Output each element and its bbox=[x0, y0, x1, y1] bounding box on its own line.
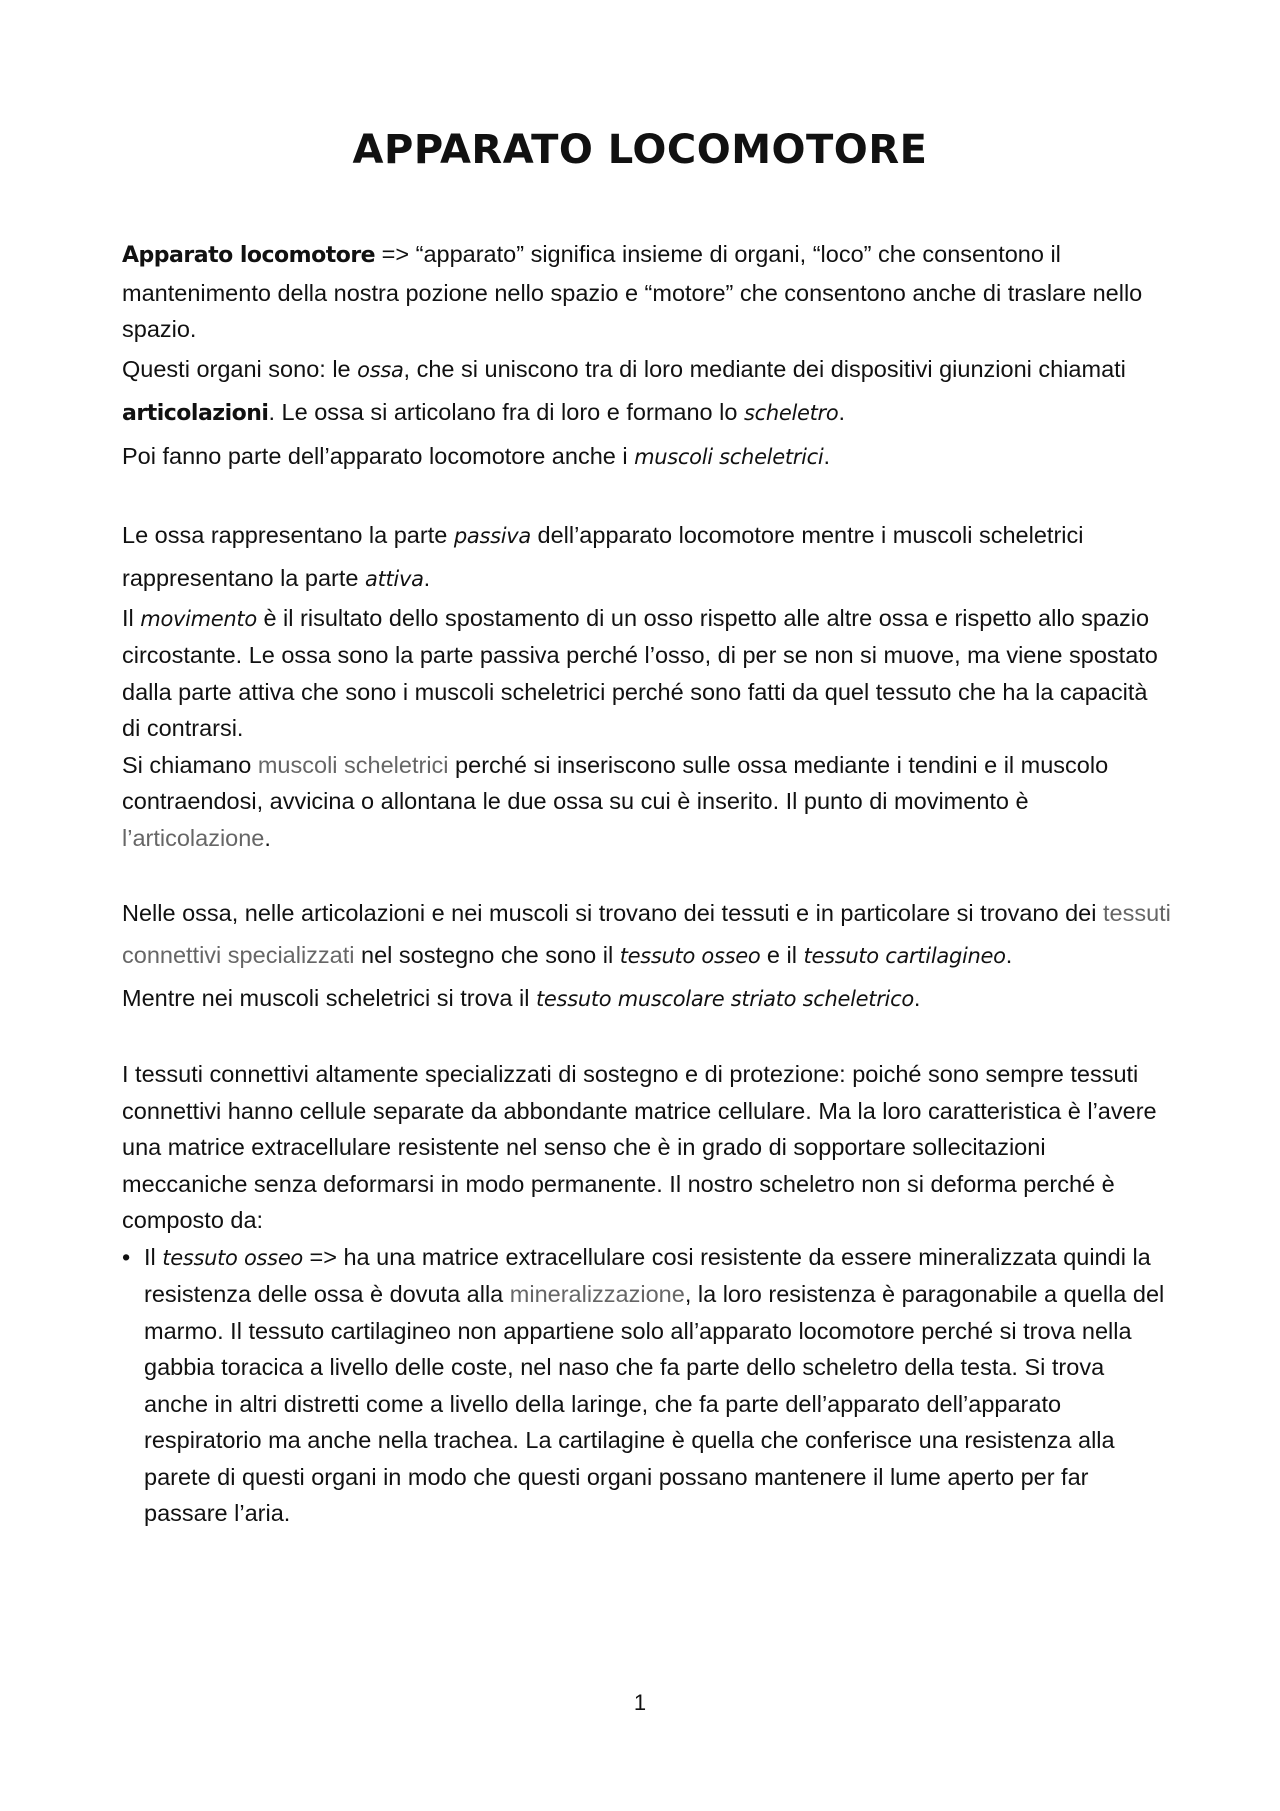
text: è il risultato dello spostamento di un osso rispetto alle altre ossa e rispetto allo spazio circostante. Le ossa sono la parte passiva perché l’osso, di per se non si muove, ma viene spostato dalla parte attiva che sono i muscoli scheletrici perché sono fatti da quel tessuto che ha la capacità di contrarsi. bbox=[122, 604, 1158, 741]
text: . bbox=[823, 442, 830, 469]
text: dell’apparato locomotore mentre i muscoli scheletrici rappresentano la parte bbox=[122, 521, 1084, 591]
text: , che si uniscono tra di loro mediante dei dispositivi giunzioni chiamati bbox=[403, 355, 1126, 382]
paragraph-muscolare bbox=[122, 977, 1172, 1020]
text: nel sostegno che sono il bbox=[354, 942, 620, 968]
text: . bbox=[423, 564, 431, 591]
term-apparato-locomotore: Apparato locomotore bbox=[122, 243, 376, 268]
paragraph-tendini bbox=[122, 747, 1172, 857]
text: Si chiamano bbox=[122, 751, 258, 778]
term-articolazione: l’articolazione bbox=[122, 824, 265, 851]
spacer bbox=[122, 1020, 1172, 1056]
term-muscoli-scheletrici: muscoli scheletrici bbox=[257, 751, 449, 778]
term-passiva: passiva bbox=[453, 523, 531, 548]
paragraph-tessuti bbox=[122, 892, 1172, 977]
term-articolazioni: articolazioni bbox=[122, 400, 269, 426]
text: . bbox=[913, 985, 921, 1011]
term-ossa: ossa bbox=[357, 357, 404, 382]
spacer bbox=[122, 478, 1172, 514]
term-muscoli-scheletrici: muscoli scheletrici bbox=[634, 444, 824, 469]
paragraph-muscoli bbox=[122, 435, 1172, 478]
text: Nelle ossa, nelle articolazioni e nei muscoli si trovano dei tessuti e in particolare si trovano dei bbox=[122, 900, 1103, 926]
paragraph-movimento bbox=[122, 600, 1172, 747]
term-tessuti-connettivi: tessuti connettivi specializzati bbox=[122, 900, 1171, 968]
term-tessuto-osseo: tessuto osseo bbox=[619, 944, 761, 968]
term-tessuto-muscolare: tessuto muscolare striato scheletrico bbox=[536, 987, 914, 1011]
term-mineralizzazione: mineralizzazione bbox=[509, 1281, 685, 1307]
term-attiva: attiva bbox=[365, 566, 424, 591]
term-tessuto-osseo: tessuto osseo bbox=[162, 1245, 303, 1270]
text: => ha una matrice extracellulare cosi resistente da essere mineralizzata quindi la resistenza delle ossa è dovuta alla bbox=[144, 1243, 1151, 1307]
paragraph-organi bbox=[122, 348, 1172, 435]
text: Poi fanno parte dell’apparato locomotore anche i bbox=[122, 442, 635, 469]
list-item bbox=[122, 1239, 1172, 1532]
text: . bbox=[1005, 942, 1013, 968]
paragraph-passiva-attiva bbox=[122, 514, 1172, 600]
text: . Le ossa si articolano fra di loro e formano lo bbox=[268, 398, 744, 425]
text: . bbox=[838, 398, 845, 425]
paragraph-connettivi: I tessuti connettivi altamente specializzati di sostegno e di protezione: poiché sono sempre tessuti connettivi hanno cellule separate da abbondante matrice cellulare. Ma la loro caratteristica è l’avere una matrice extracellulare resistente nel senso che è in grado di sopportare sollecitazioni meccaniche senza deformarsi in modo permanente. Il nostro scheletro non si deforma perché è composto da: bbox=[122, 1061, 1157, 1233]
text: Questi organi sono: le bbox=[122, 355, 358, 382]
text: perché si inseriscono sulle ossa mediante i tendini e il muscolo contraendosi, avvicina o allontana le due ossa su cui è inserito. Il punto di movimento è bbox=[122, 751, 1109, 814]
text: . bbox=[264, 824, 271, 851]
bullet-list bbox=[122, 1239, 1172, 1532]
term-scheletro: scheletro bbox=[743, 400, 839, 425]
text: Il bbox=[144, 1243, 163, 1270]
bullet-icon: • bbox=[122, 1243, 131, 1270]
text: e il bbox=[760, 942, 804, 968]
term-movimento: movimento bbox=[140, 606, 257, 631]
text: Il bbox=[122, 604, 141, 631]
text: Le ossa rappresentano la parte bbox=[122, 521, 454, 548]
text: , la loro resistenza è paragonabile a quella del marmo. Il tessuto cartilagineo non appartiene solo all’apparato locomotore perché si trova nella gabbia toracica a livello delle coste, nel naso che fa parte dello scheletro della testa. Si trova anche in altri distretti come a livello della laringe, che fa parte dell’apparato dell’apparato respiratorio ma anche nella trachea. La cartilagine è quella che conferisce una resistenza alla parete di questi organi in modo che questi organi possano mantenere il lume aperto per far passare l’aria. bbox=[144, 1281, 1165, 1526]
paragraph-apparato-definition bbox=[122, 236, 1172, 348]
page-number: 1 bbox=[633, 1690, 647, 1715]
page-title: APPARATO LOCOMOTORE bbox=[352, 127, 928, 173]
text: Mentre nei muscoli scheletrici si trova il bbox=[122, 985, 536, 1011]
text: => “apparato” significa insieme di organi, “loco” che consentono il mantenimento della nostra pozione nello spazio e “motore” che consentono anche di traslare nello spazio. bbox=[122, 241, 1143, 342]
spacer bbox=[122, 856, 1172, 892]
term-tessuto-cartilagineo: tessuto cartilagineo bbox=[803, 944, 1006, 968]
document-body bbox=[122, 236, 1172, 1532]
